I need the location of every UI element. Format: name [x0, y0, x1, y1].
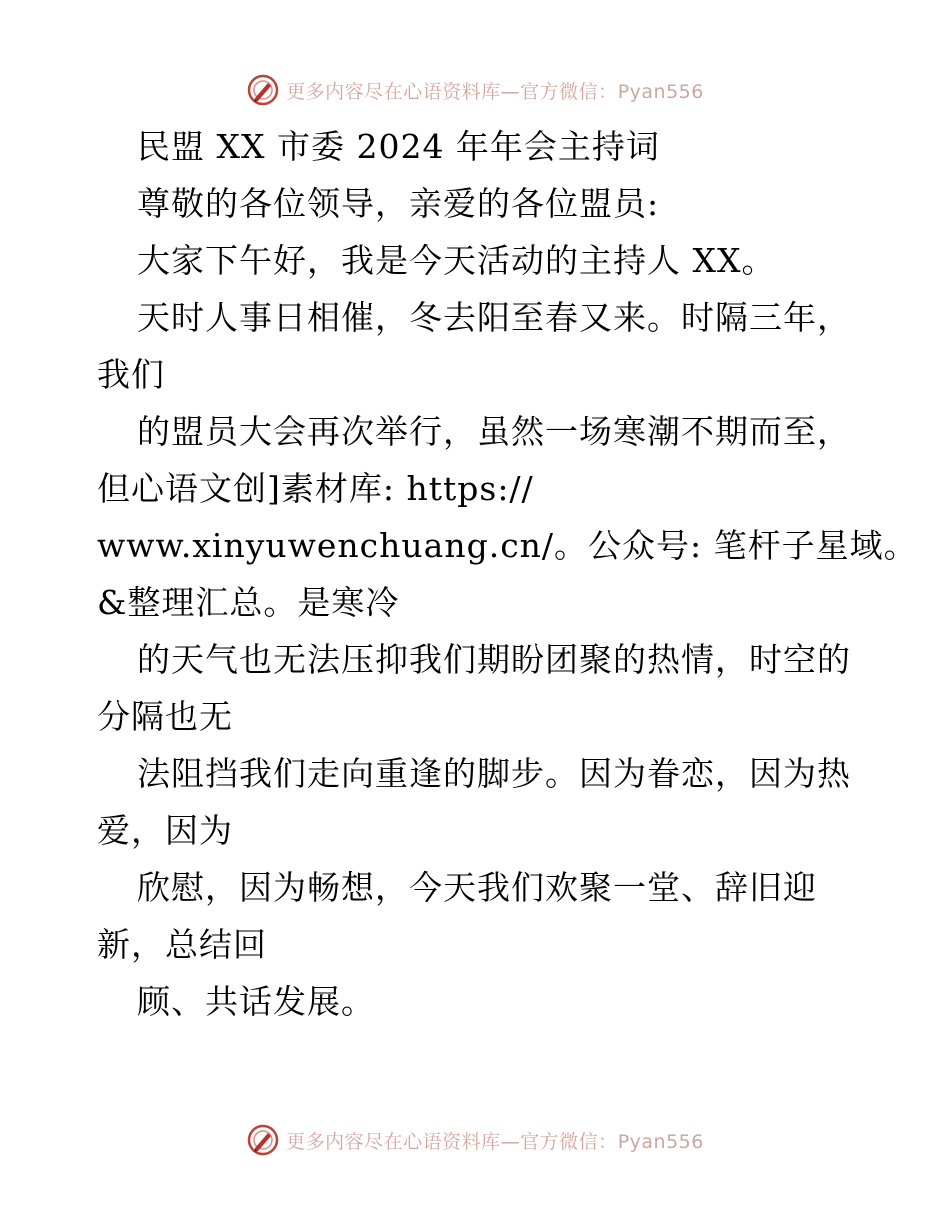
text-line: 爱，因为 — [97, 811, 233, 850]
salutation: 尊敬的各位领导，亲爱的各位盟员: — [137, 184, 660, 223]
text-line: 我们 — [97, 355, 165, 394]
text-line: 的盟员大会再次举行，虽然一场寒潮不期而至， — [137, 412, 851, 451]
text-line: www.xinyuwenchuang.cn/。公众号: 笔杆子星域。 — [97, 526, 918, 565]
document-body — [97, 118, 918, 1030]
watermark-official: 官方微信： — [520, 80, 618, 103]
watermark-text — [286, 1127, 704, 1154]
text-line: 的天气也无法压抑我们期盼团聚的热情，时空的 — [137, 640, 851, 679]
header-watermark — [0, 70, 950, 110]
watermark-wechat-id: Pyan556 — [617, 80, 704, 103]
pen-circle-logo-icon — [246, 1123, 280, 1157]
watermark-text — [286, 77, 704, 104]
watermark-wechat-id: Pyan556 — [617, 1130, 704, 1153]
text-line: 法阻挡我们走向重逢的脚步。因为眷恋，因为热 — [137, 754, 851, 793]
watermark-brand: 更多内容尽在心语资料库 — [286, 80, 501, 103]
text-line: &整理汇总。是寒冷 — [97, 583, 400, 622]
text-line: 欣慰，因为畅想，今天我们欢聚一堂、辞旧迎 — [137, 868, 817, 907]
text-line: 天时人事日相催，冬去阳至春又来。时隔三年， — [137, 298, 851, 337]
text-line: 分隔也无 — [97, 697, 233, 736]
watermark-brand: 更多内容尽在心语资料库 — [286, 1130, 501, 1153]
document-title: 民盟 XX 市委 2024 年年会主持词 — [137, 127, 660, 166]
footer-watermark — [0, 1120, 950, 1160]
text-line: 新，总结回 — [97, 925, 267, 964]
watermark-official: 官方微信： — [520, 1130, 618, 1153]
text-line: 大家下午好，我是今天活动的主持人 XX。 — [137, 241, 776, 280]
text-line: 但心语文创]素材库: https:// — [97, 469, 534, 508]
watermark-separator: — — [500, 80, 521, 103]
text-line: 顾、共话发展。 — [137, 982, 375, 1021]
pen-circle-logo-icon — [246, 73, 280, 107]
watermark-separator: — — [500, 1130, 521, 1153]
